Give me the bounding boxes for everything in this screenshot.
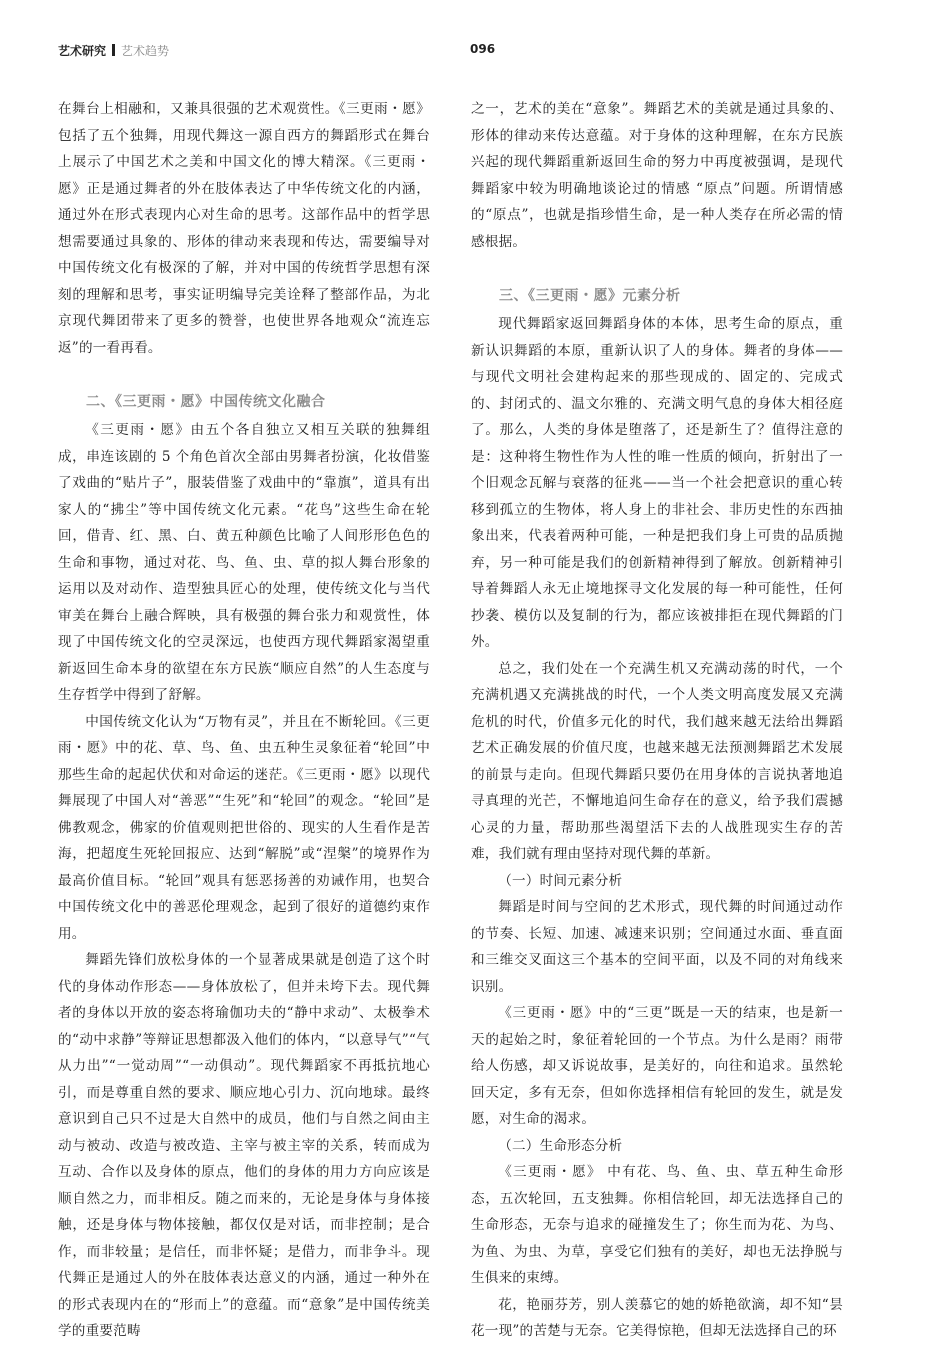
paragraph: 在舞台上相融和，又兼具很强的艺术观赏性。《三更雨・愿》包括了五个独舞，用现代舞这一源自西方的舞蹈形式在舞台上展示了中国艺术之美和中国文化的博大精深。《三更雨・愿》正是通过舞者的外在肢体表达了中华传统文化的内涵，通过外在形式表现内心对生命的思考。这部作品中的哲学思想需要通过具象的、形体的律动来表现和传达，需要编导对中国传统文化有极深的了解，并对中国的传统哲学思想有深刻的理解和思考，事实证明编导完美诠释了整部作品，为北京现代舞团带来了更多的赞誉，也使世界各地观众“流连忘返”的一看再看。 [58, 101, 430, 356]
paragraph: 总之，我们处在一个充满生机又充满动荡的时代，一个充满机遇又充满挑战的时代，一个人类文明高度发展又充满危机的时代，价值多元化的时代，我们越来越无法给出舞蹈艺术正确发展的价值尺度，也越来越无法预测舞蹈艺术发展的前景与走向。但现代舞蹈只要仍在用身体的言说执著地追寻真理的光芒，不懈地追问生命存在的意义，给予我们震撼心灵的力量，帮助那些渴望活下去的人战胜现实生存的苦难，我们就有理由坚持对现代舞的革新。 [471, 660, 843, 862]
paragraph: 舞蹈是时间与空间的艺术形式，现代舞的时间通过动作的节奏、长短、加速、减速来识别；空间通过水面、垂直面和三维交叉面这三个基本的空间平面，以及不同的对角线来识别。 [471, 899, 843, 995]
paragraph: 《三更雨・愿》中的“三更”既是一天的结束，也是新一天的起始之时，象征着轮回的一个节点。为什么是雨？雨带给人伤感，却又诉说故事，是美好的，向往和追求。虽然轮回天定，多有无奈，但如你选择相信有轮回的发生，就是发愿，对生命的渴求。 [471, 1005, 843, 1127]
journal-title [58, 42, 169, 59]
subsection-heading: （二）生命形态分析 [498, 1137, 623, 1154]
paragraph: 之一，艺术的美在“意象”。舞蹈艺术的美就是通过具象的、形体的律动来传达意蕴。对于身体的这种理解，在东方民族兴起的现代舞蹈重新返回生命的努力中再度被强调，是现代舞蹈家中较为明确地谈论过的情感 “原点”问题。所谓情感的“原点”，也就是指珍惜生命，是一种人类存在所必需的情感根据。 [471, 101, 843, 250]
journal-name: 艺术研究 [58, 44, 107, 58]
paragraph: 中国传统文化认为“万物有灵”，并且在不断轮回。《三更雨・愿》中的花、草、鸟、鱼、虫五种生灵象征着“轮回”中那些生命的起起伏伏和对命运的迷茫。《三更雨・愿》以现代舞展现了中国人对“善恶”“生死”和“轮回”的观念。“轮回”是佛教观念，佛家的价值观则把世俗的、现实的人生看作是苦海，把超度生死轮回报应、达到“解脱”或“涅槃”的境界作为最高价值目标。“轮回”观具有惩恶扬善的劝诫作用，也契合中国传统文化中的善恶伦理观念，起到了很好的道德约束作用。 [58, 713, 430, 942]
paragraph: 舞蹈先锋们放松身体的一个显著成果就是创造了这个时代的身体动作形态——身体放松了，但并未垮下去。现代舞者的身体以开放的姿态将瑜伽功夫的“静中求动”、太极拳术的“动中求静”等辩证思想都汲入他们的体内，“以意导气”“气从力出”“一觉动周”“一动俱动”。现代舞蹈家不再抵抗地心引，而是尊重自然的要求、顺应地心引力、沉向地球。最终意识到自己只不过是大自然中的成员，他们与自然之间由主动与被动、改造与被改造、主宰与被主宰的关系，转而成为互动、合作以及身体的原点，他们的身体的用力方向应该是顺自然之力，而非相反。随之而来的，无论是身体与身体接触，还是身体与物体接触，都仅仅是对话，而非控制；是合作，而非较量；是信任，而非怀疑；是借力，而非争斗。现代舞正是通过人的外在肢体表达意义的内涵，通过一种外在的形式表现内在的“形而上”的意蕴。而“意象”是中国传统美学的重要范畴 [58, 952, 430, 1339]
left-column [58, 96, 430, 1345]
page-header [58, 42, 898, 62]
section-heading: 三、《三更雨・愿》元素分析 [499, 288, 681, 304]
subsection-heading: （一）时间元素分析 [498, 872, 623, 889]
paragraph: 现代舞蹈家返回舞蹈身体的本体，思考生命的原点，重新认识舞蹈的本原，重新认识了人的身体。舞者的身体——与现代文明社会建构起来的那些现成的、固定的、完成式的、封闭式的、温文尔雅的、充满文明气息的身体大相径庭了。那么，人类的身体是堕落了，还是新生了？值得注意的是：这种将生物性作为人性的唯一性质的倾向，折射出了一个旧观念瓦解与衰落的征兆——当一个社会把意识的重心转移到孤立的生物体，将人身上的非社会、非历史性的东西抽象出来，代表着两种可能，一种是把我们身上可贵的品质抛弃，另一种可能是我们的创新精神得到了解放。创新精神引导着舞蹈人永无止境地探寻文化发展的每一种可能性，任何抄袭、模仿以及复制的行为，都应该被排拒在现代舞蹈的门外。 [471, 316, 843, 650]
paragraph: 《三更雨・愿》 中有花、鸟、鱼、虫、草五种生命形态，五次轮回，五支独舞。你相信轮回，却无法选择自己的生命形态，无奈与追求的碰撞发生了；你生而为花、为鸟、为鱼、为虫、为草，享受它们独有的美好，却也无法挣脱与生俱来的束缚。 [471, 1164, 843, 1286]
section-name: 艺术趋势 [121, 44, 170, 58]
page-number: 096 [470, 42, 496, 56]
header-separator [112, 44, 115, 56]
paragraph: 《三更雨・愿》由五个各自独立又相互关联的独舞组成，串连该剧的 5 个角色首次全部由男舞者扮演，化妆借鉴了戏曲的“贴片子”，服装借鉴了戏曲中的“靠旗”，道具有出家人的“拂尘”等中国传统文化元素。“花鸟”这些生命在轮回，借青、红、黑、白、黄五种颜色比喻了人间形形色色的生命和事物，通过对花、鸟、鱼、虫、草的拟人舞台形象的运用以及对动作、造型独具匠心的处理，使传统文化与当代审美在舞台上融合辉映，具有极强的舞台张力和观赏性，体现了中国传统文化的空灵深远，也使西方现代舞蹈家渴望重新返回生命本身的欲望在东方民族“顺应自然”的人生态度与生存哲学中得到了舒解。 [58, 422, 430, 703]
section-heading: 二、《三更雨・愿》中国传统文化融合 [86, 394, 326, 410]
right-column [471, 96, 843, 1345]
paragraph: 花，艳丽芬芳，别人羡慕它的她的娇艳欲滴，却不知“昙花一现”的苦楚与无奈。它美得惊艳，但却无法选择自己的环 [471, 1296, 843, 1339]
